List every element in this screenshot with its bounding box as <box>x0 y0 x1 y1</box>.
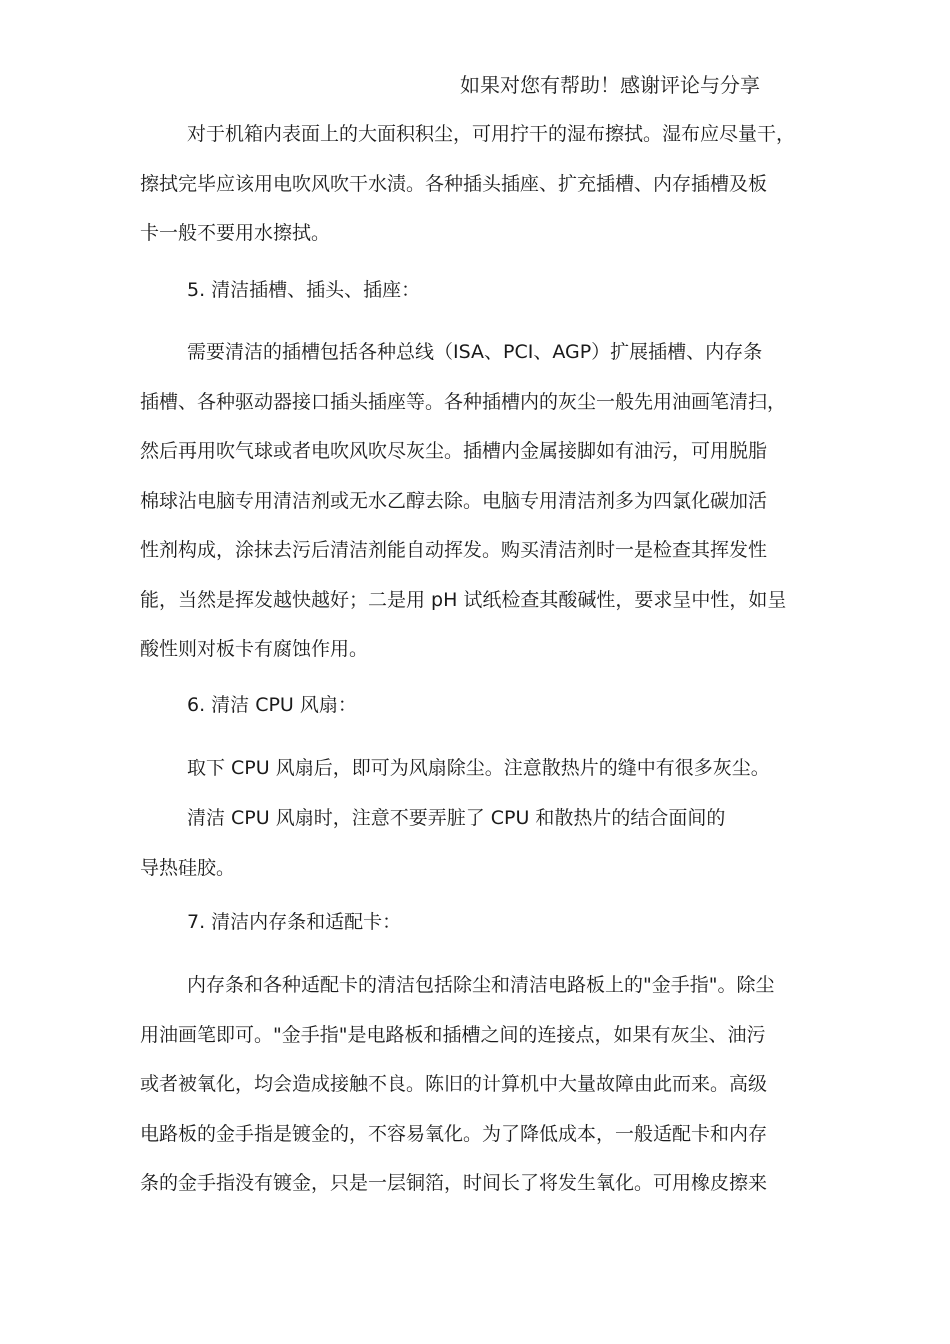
paragraph-memory-cards <box>140 961 830 1209</box>
paragraph-line: 清洁 CPU 风扇时，注意不要弄脏了 CPU 和散热片的结合面间的 <box>187 807 726 829</box>
paragraph-cleaning-slots <box>140 328 830 675</box>
paragraph-line: 用油画笔即可。"金手指"是电路板和插槽之间的连接点，如果有灰尘、油污 <box>140 1023 766 1046</box>
paragraph-cleaning-case <box>140 110 830 259</box>
paragraph-line: 性剂构成，涂抹去污后清洁剂能自动挥发。购买清洁剂时一是检查其挥发性 <box>140 539 768 561</box>
paragraph-line: 对于机箱内表面上的大面积积尘，可用拧干的湿布擦拭。湿布应尽量干， <box>187 123 796 145</box>
paragraph-line: 酸性则对板卡有腐蚀作用。 <box>140 638 369 660</box>
paragraph-line: 导热硅胶。 <box>140 856 236 879</box>
paragraph-line: 电路板的金手指是镀金的，不容易氧化。为了降低成本，一般适配卡和内存 <box>140 1122 768 1145</box>
paragraph-line: 内存条和各种适配卡的清洁包括除尘和清洁电路板上的"金手指"。除尘 <box>187 974 775 996</box>
paragraph-line: 擦拭完毕应该用电吹风吹干水渍。各种插头插座、扩充插槽、内存插槽及板 <box>140 172 768 195</box>
paragraph-line: 取下 CPU 风扇后，即可为风扇除尘。注意散热片的缝中有很多灰尘。 <box>187 757 770 779</box>
paragraph-line: 然后再用吹气球或者电吹风吹尽灰尘。插槽内金属接脚如有油污，可用脱脂 <box>140 440 768 462</box>
paragraph-line: 或者被氧化，均会造成接触不良。陈旧的计算机中大量故障由此而来。高级 <box>140 1073 768 1095</box>
paragraph-line: 条的金手指没有镀金，只是一层铜箔，时间长了将发生氧化。可用橡皮擦来 <box>140 1172 768 1194</box>
paragraph-cpu-fan-remove <box>140 744 830 794</box>
paragraph-line: 需要清洁的插槽包括各种总线（ISA、PCI、AGP）扩展插槽、内存条 <box>187 341 763 363</box>
section-heading-6: 6. 清洁 CPU 风扇： <box>187 694 357 716</box>
paragraph-line: 卡一般不要用水擦拭。 <box>140 222 331 244</box>
paragraph-line: 插槽、各种驱动器接口插头插座等。各种插槽内的灰尘一般先用油画笔清扫， <box>140 390 787 413</box>
paragraph-line: 能，当然是挥发越快越好；二是用 pH 试纸检查其酸碱性，要求呈中性，如呈 <box>140 588 787 611</box>
paragraph-line: 棉球沾电脑专用清洁剂或无水乙醇去除。电脑专用清洁剂多为四氯化碳加活 <box>140 489 768 512</box>
section-heading-5: 5. 清洁插槽、插头、插座： <box>187 279 421 301</box>
paragraph-cpu-fan-clean <box>140 794 830 893</box>
header-note: 如果对您有帮助！感谢评论与分享 <box>460 73 760 97</box>
section-heading-7: 7. 清洁内存条和适配卡： <box>187 911 402 933</box>
